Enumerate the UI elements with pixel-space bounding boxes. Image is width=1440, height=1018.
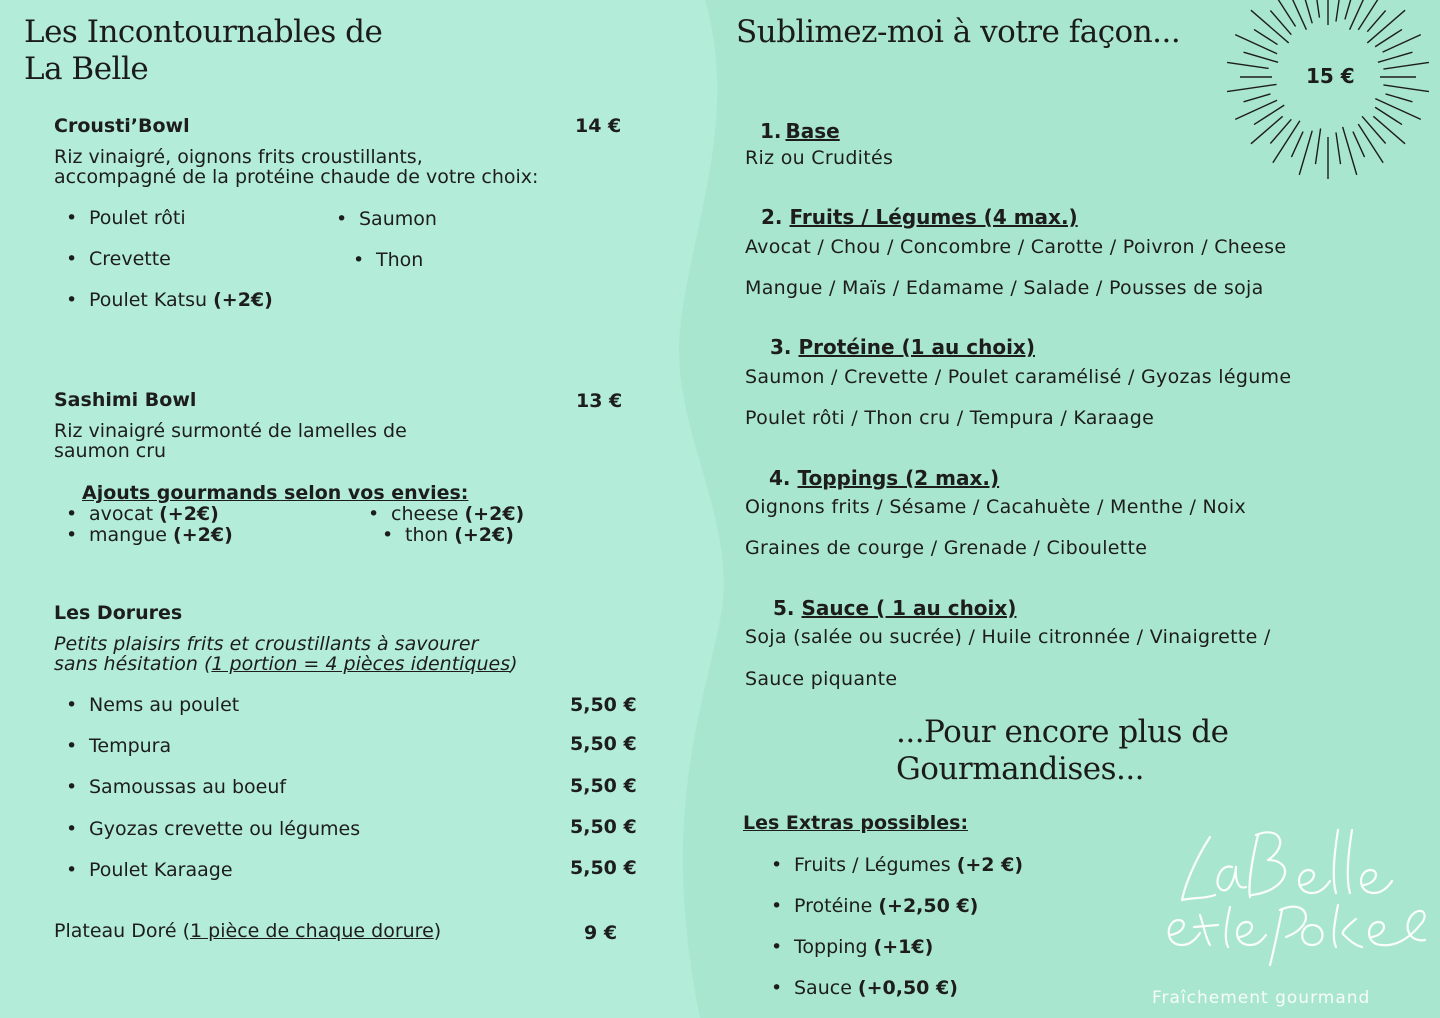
sun-ray	[1358, 0, 1383, 30]
left-title	[24, 14, 382, 88]
left-title-line2: La Belle	[24, 51, 149, 87]
sun-ray	[1367, 10, 1385, 31]
dorures-item-price: 5,50 €	[570, 857, 637, 879]
left-title-line1: Les Incontournables de	[24, 14, 383, 50]
crousti-bowl-name: Crousti’Bowl	[54, 115, 190, 137]
right-title: Sublimez-moi à votre façon...	[736, 14, 1181, 50]
step-5-line: Soja (salée ou sucrée) / Huile citronnée / Vinaigrette /	[745, 626, 1271, 648]
more-gourmandises-heading	[896, 714, 1229, 788]
crousti-option: • Poulet Katsu (+2€)	[89, 289, 273, 311]
sashimi-bowl-price: 13 €	[576, 390, 623, 412]
sun-ray	[1235, 100, 1277, 119]
sun-ray	[1350, 0, 1365, 30]
sun-ray	[1315, 0, 1319, 18]
sun-ray	[1291, 132, 1303, 157]
sun-ray	[1273, 0, 1296, 27]
step-1-header: 1. Base	[760, 119, 840, 143]
step-4-header: 4. Toppings (2 max.)	[769, 466, 1000, 490]
step-2-header: 2. Fruits / Légumes (4 max.)	[761, 205, 1078, 229]
crousti-option: • Thon	[376, 249, 423, 271]
sun-ray	[1227, 62, 1269, 68]
step-2-line: Avocat / Chou / Concombre / Carotte / Poivron / Cheese	[745, 236, 1287, 258]
more-line1: ...Pour encore plus de	[896, 714, 1229, 750]
dorures-item-price: 5,50 €	[570, 694, 637, 716]
step-2-line: Mangue / Maïs / Edamame / Salade / Pousses de soja	[745, 277, 1264, 299]
extra-item: • Protéine (+2,50 €)	[794, 895, 978, 917]
sun-ray	[1362, 116, 1386, 143]
sun-ray	[1315, 128, 1320, 164]
sashimi-addon: • avocat (+2€)	[89, 503, 219, 525]
sun-ray	[1353, 132, 1365, 157]
brand-logo	[1140, 815, 1440, 1015]
dorures-desc-line2: sans hésitation (1 portion = 4 pièces identiques)	[54, 653, 518, 675]
step-4-line: Oignons frits / Sésame / Cacahuète / Menthe / Noix	[745, 496, 1247, 518]
sashimi-addon: • mangue (+2€)	[89, 524, 233, 546]
sashimi-addon: • cheese (+2€)	[391, 503, 524, 525]
price-badge: 15 €	[1306, 64, 1355, 88]
extra-item: • Topping (+1€)	[794, 936, 933, 958]
sashimi-addon: • thon (+2€)	[405, 524, 514, 546]
extra-item: • Fruits / Légumes (+2 €)	[794, 854, 1023, 876]
extras-title: Les Extras possibles:	[743, 812, 969, 834]
crousti-option: • Poulet rôti	[89, 207, 186, 229]
sun-ray	[1378, 52, 1413, 62]
sun-ray	[1244, 94, 1271, 102]
sashimi-addons-title: Ajouts gourmands selon vos envies:	[82, 482, 469, 504]
step-3-header: 3. Protéine (1 au choix)	[770, 335, 1035, 359]
step-3-line: Poulet rôti / Thon cru / Tempura / Karaage	[745, 407, 1155, 429]
crousti-bowl-price: 14 €	[575, 115, 622, 137]
sashimi-bowl-name: Sashimi Bowl	[54, 389, 197, 411]
crousti-desc-line1: Riz vinaigré, oignons frits croustillants,	[54, 146, 423, 168]
dorures-item: • Poulet Karaage	[89, 859, 233, 881]
sun-ray	[1383, 62, 1429, 69]
sun-ray	[1251, 116, 1283, 144]
sunburst-icon	[1218, 0, 1438, 192]
dorures-desc-line1: Petits plaisirs frits et croustillants à savourer	[54, 633, 479, 655]
dorures-item: • Nems au poulet	[89, 694, 239, 716]
step-5-line: Sauce piquante	[745, 668, 898, 690]
crousti-option: • Crevette	[89, 248, 171, 270]
sun-ray	[1358, 124, 1383, 163]
dorures-item-price: 5,50 €	[570, 816, 637, 838]
sun-ray	[1375, 99, 1420, 120]
sun-ray	[1336, 132, 1341, 164]
step-4-line: Graines de courge / Grenade / Ciboulette	[745, 537, 1148, 559]
dorures-item-price: 5,50 €	[570, 733, 637, 755]
sashimi-desc-line2: saumon cru	[54, 440, 167, 462]
dorures-item-price: 5,50 €	[570, 775, 637, 797]
step-1-line: Riz ou Crudités	[745, 147, 894, 169]
sashimi-bowl-description	[54, 421, 407, 461]
step-3-line: Saumon / Crevette / Poulet caramélisé / Gyozas légume	[745, 366, 1292, 388]
sun-ray	[1244, 52, 1279, 62]
crousti-option: • Saumon	[359, 208, 437, 230]
sun-ray	[1367, 10, 1405, 43]
dorures-name: Les Dorures	[54, 602, 183, 624]
plateau-dore-price: 9 €	[584, 922, 618, 944]
sun-ray	[1273, 121, 1300, 163]
step-5-header: 5. Sauce ( 1 au choix)	[773, 596, 1017, 620]
sun-ray	[1336, 0, 1341, 22]
plateau-dore: Plateau Doré (1 pièce de chaque dorure)	[54, 920, 442, 942]
sun-ray	[1251, 10, 1289, 43]
sun-ray	[1383, 85, 1429, 92]
sun-ray	[1291, 0, 1306, 30]
crousti-desc-line2: accompagné de la protéine chaude de votre choix:	[54, 166, 539, 188]
sun-ray	[1383, 35, 1421, 52]
sun-ray	[1235, 35, 1277, 54]
sun-ray	[1373, 116, 1405, 144]
more-line2: Gourmandises...	[896, 751, 1145, 787]
sun-ray	[1254, 29, 1278, 44]
dorures-item: • Gyozas crevette ou légumes	[89, 818, 360, 840]
dorures-item: • Tempura	[89, 735, 171, 757]
sun-ray	[1386, 94, 1413, 102]
dorures-description	[54, 634, 518, 674]
crousti-bowl-description	[54, 147, 538, 187]
sun-ray	[1227, 84, 1276, 91]
dorures-item: • Samoussas au boeuf	[89, 776, 286, 798]
sashimi-desc-line1: Riz vinaigré surmonté de lamelles de	[54, 420, 407, 442]
logo-tagline: Fraîchement gourmand	[1152, 988, 1371, 1008]
extra-item: • Sauce (+0,50 €)	[794, 977, 958, 999]
